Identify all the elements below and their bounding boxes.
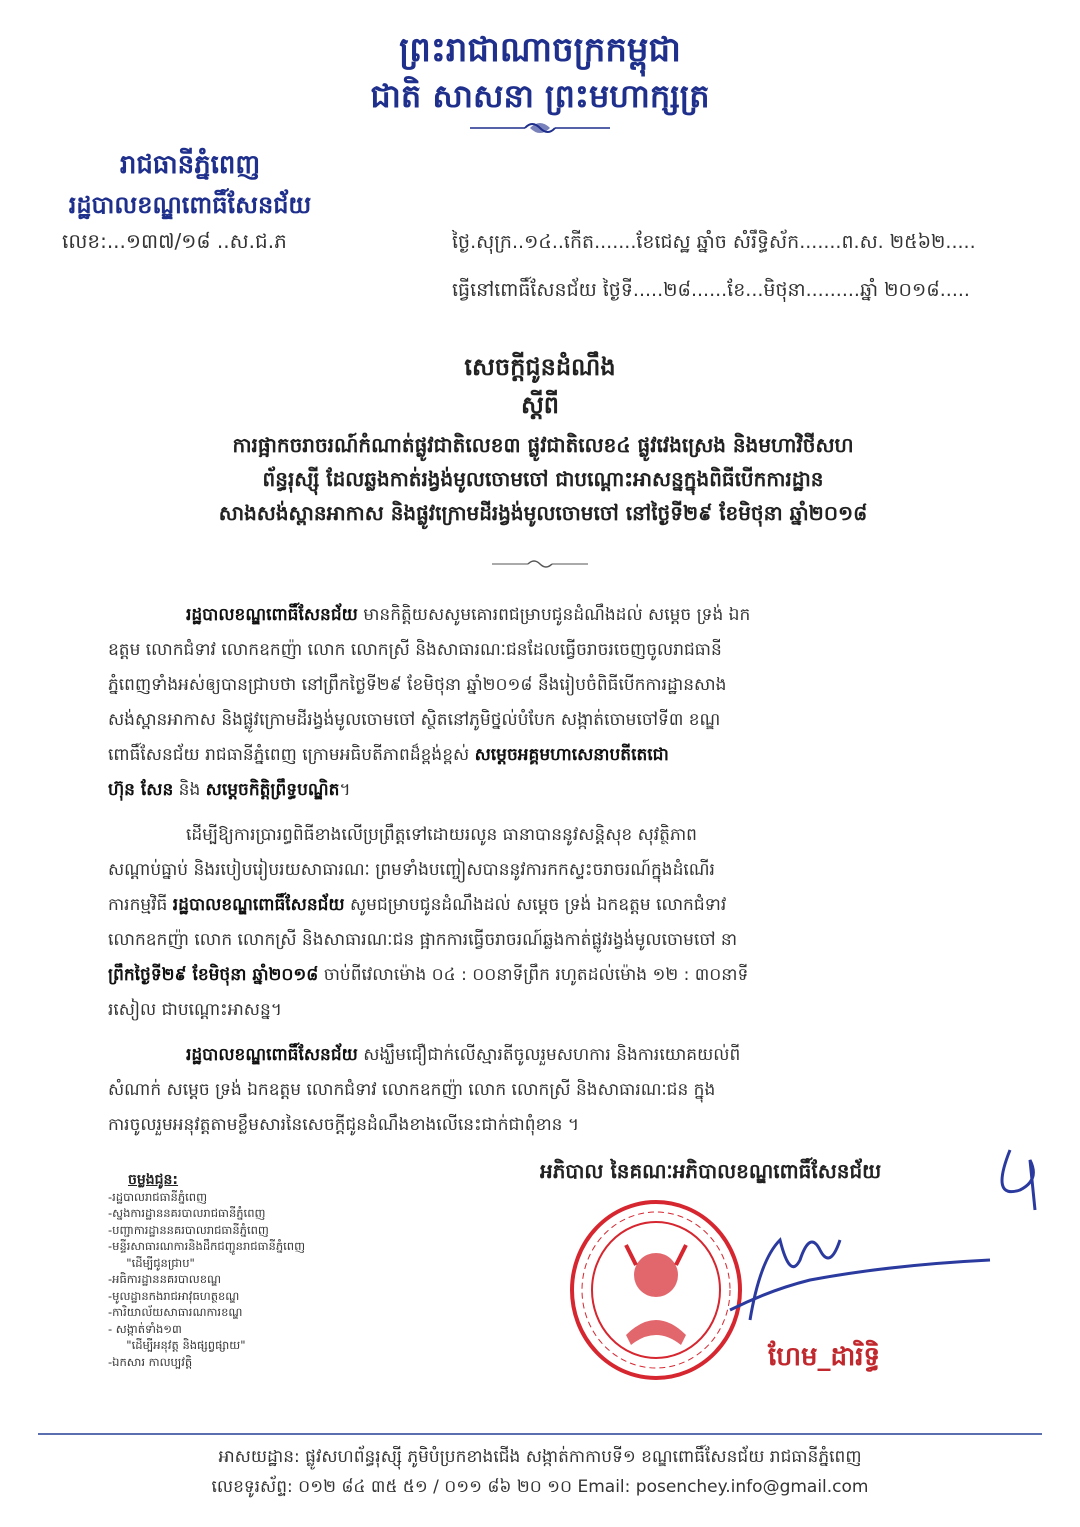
cc-item: -ស្នងការដ្ឋាននគរបាលរាជធានីភ្នំពេញ [108,1206,266,1220]
body-line: សណ្តាប់ធ្នាប់ និងរបៀបរៀបរយសាធារណៈ ព្រមទាំងបញ្ចៀសបាននូវការកកស្ទះចរាចរណ៍ក្នុងដំណើរ [108,860,715,880]
notice-subtitle: ស្តីពី [520,391,560,419]
body-line: ឧត្តម លោកជំទាវ លោកឧកញ៉ា លោក លោកស្រី និងសាធារណៈជនដែលធ្វើចរាចរចេញចូលរាជធានី [108,640,722,660]
footer-email[interactable]: Email: posenchey.info@gmail.com [577,1477,869,1497]
subject-line: ព័ន្ធរុស្ស៊ី ដែលឆ្លងកាត់រង្វង់មូលចោមចៅ ជាបណ្តោះអាសន្នក្នុងពិធីបើកការដ្ឋាន [262,467,824,491]
footer-phone: លេខទូរស័ព្ទ: ០១២ ៨៤ ៣៥ ៥១ / ០១១ ៨៦ ២០ ១០ [211,1477,573,1497]
paragraph-2 [108,818,978,1028]
cc-title: ចម្លងជូន: [128,1172,179,1188]
body-line: ពោធិ៍សែនជ័យ រាជធានីភ្នំពេញ ក្រោមអធិបតីភាពដ៏ខ្ពង់ខ្ពស់ សម្តេចអគ្គមហាសេនាបតីតេជោ [108,745,669,765]
cc-item: "ដើម្បីអនុវត្ត និងផ្សព្វផ្សាយ" [108,1338,246,1352]
ornament-small-icon [492,556,588,572]
subject-line: ការផ្អាកចរាចរណ៍កំណាត់ផ្លូវជាតិលេខ៣ ផ្លូវជាតិលេខ៤ ផ្លូវវេងស្រេង និងមហាវិថីសហ [232,433,854,457]
cc-item: -រដ្ឋបាលរាជធានីភ្នំពេញ [108,1189,208,1204]
body-line: រដ្ឋបាលខណ្ឌពោធិ៍សែនជ័យ សង្ឃឹមជឿជាក់លើស្មារតីចូលរួមសហការ និងការយោគយល់ពី [186,1045,741,1065]
signatory-name: ហែម_ដារិទ្ធិ [768,1342,881,1372]
footer-rule [38,1433,1042,1435]
cc-item: -ការិយាល័យសាធារណការខណ្ឌ [108,1305,243,1319]
ornament-divider-icon [470,118,610,138]
body-line: ដើម្បីឱ្យការប្រារព្ធពិធីខាងលើប្រព្រឹត្តទៅដោយរលូន ធានាបាននូវសន្តិសុខ សុវត្ថិភាព [186,825,697,845]
footer-contact [0,1476,1080,1501]
solar-date: ធ្វើនៅពោធិ៍សែនជ័យ ថ្ងៃទី.....២៨......ខែ...មិថុនា.........ឆ្នាំ ២០១៨..... [452,279,970,301]
subject-line: សាងសង់ស្ពានអាកាស និងផ្លូវក្រោមដីរង្វង់មូលចោមចៅ នៅថ្ងៃទី២៩ ខែមិថុនា ឆ្នាំ២០១៨ [218,501,868,525]
body-line: រដ្ឋបាលខណ្ឌពោធិ៍សែនជ័យ មានកិត្តិយសសូមគោរពជម្រាបជូនដំណឹងដល់ សម្តេច ទ្រង់ ឯក [186,605,751,625]
body-line: ព្រឹកថ្ងៃទី២៩ ខែមិថុនា ឆ្នាំ២០១៨ ចាប់ពីវេលាម៉ោង ០៤ : ០០នាទីព្រឹក រហូតដល់ម៉ោង ១២ : ៣០នាទី [108,965,749,985]
cc-item: -អធិការដ្ឋាននគរបាលខណ្ឌ [108,1272,222,1286]
handwritten-signature-icon [690,1140,1050,1340]
kingdom-heading: ព្រះរាជាណាចក្រកម្ពុជា [399,30,681,70]
motto-heading: ជាតិ សាសនា ព្រះមហាក្សត្រ [370,77,710,115]
admin-heading: រដ្ឋបាលខណ្ឌពោធិ៍សែនជ័យ [68,191,312,219]
lunar-date: ថ្ងៃ.សុក្រ..១៤..កើត.......ខែជេស្ឋ ឆ្នាំច សំរឹទ្ធិស័ក.......ព.ស. ២៥៦២..... [452,231,976,253]
body-line: សំណាក់ សម្តេច ទ្រង់ ឯកឧត្តម លោកជំទាវ លោកឧកញ៉ា លោក លោកស្រី និងសាធារណៈជន ក្នុង [108,1080,716,1100]
cc-item: -មូលដ្ឋានកងរាជអាវុធហត្ថខណ្ឌ [108,1288,240,1303]
footer-address: អាសយដ្ឋាន: ផ្លូវសហព័ន្ធរុស្ស៊ី ភូមិបំប្រកខាងជើង សង្កាត់កាកាបទី១ ខណ្ឌពោធិ៍សែនជ័យ រាជធានីភ្នំពេញ [218,1447,862,1467]
city-heading: រាជធានីភ្នំពេញ [119,150,261,180]
body-line: ហ៊ុន សែន និង សម្តេចកិត្តិព្រឹទ្ធបណ្ឌិត។ [108,780,351,800]
cc-list [108,1172,305,1370]
body-line: លោកឧកញ៉ា លោក លោកស្រី និងសាធារណៈជន ផ្អាកការធ្វើចរាចរណ៍ឆ្លងកាត់ផ្លូវរង្វង់មូលចោមចៅ នា [108,930,738,950]
reference-number: លេខ:...១៣៧/១៨ ..ស.ជ.ភ [62,229,287,253]
body-line: ភ្នំពេញទាំងអស់ឲ្យបានជ្រាបថា នៅព្រឹកថ្ងៃទី២៩ ខែមិថុនា ឆ្នាំ២០១៨ នឹងរៀបចំពិធីបើកការដ្ឋានសាង [108,675,727,695]
body-line: រសៀល ជាបណ្តោះអាសន្ន។ [108,1000,282,1020]
notice-title: សេចក្តីជូនដំណឹង [464,353,616,381]
paragraph-1 [108,598,978,808]
body-line: ការចូលរួមអនុវត្តតាមខ្លឹមសារនៃសេចក្តីជូនដំណឹងខាងលើនេះជាក់ជាពុំខាន ។ [108,1115,580,1135]
signatory-title: អភិបាល នៃគណៈអភិបាលខណ្ឌពោធិ៍សែនជ័យ [540,1159,882,1183]
body-line: ការកម្មវិធី រដ្ឋបាលខណ្ឌពោធិ៍សែនជ័យ សូមជម្រាបជូនដំណឹងដល់ សម្តេច ទ្រង់ ឯកឧត្តម លោកជំទាវ [108,895,727,915]
body-line: សង់ស្ពានអាកាស និងផ្លូវក្រោមដីរង្វង់មូលចោមចៅ ស្ថិតនៅភូមិថ្នល់បំបែក សង្កាត់ចោមចៅទី៣ ខណ្ឌ [108,710,721,730]
cc-item: "ដើម្បីជូនជ្រាប" [108,1255,195,1270]
notice-subject [108,428,978,530]
cc-item: -ឯកសារ កាលប្បវត្តិ [108,1354,193,1369]
cc-item: - សង្កាត់ទាំង១៣ [108,1321,182,1336]
paragraph-3 [108,1038,978,1143]
cc-item: -បញ្ជាការដ្ឋាននគរបាលរាជធានីភ្នំពេញ [108,1222,269,1237]
cc-item: -មន្ទីរសាធារណការនិងដឹកជញ្ជូនរាជធានីភ្នំពេញ [108,1239,306,1253]
